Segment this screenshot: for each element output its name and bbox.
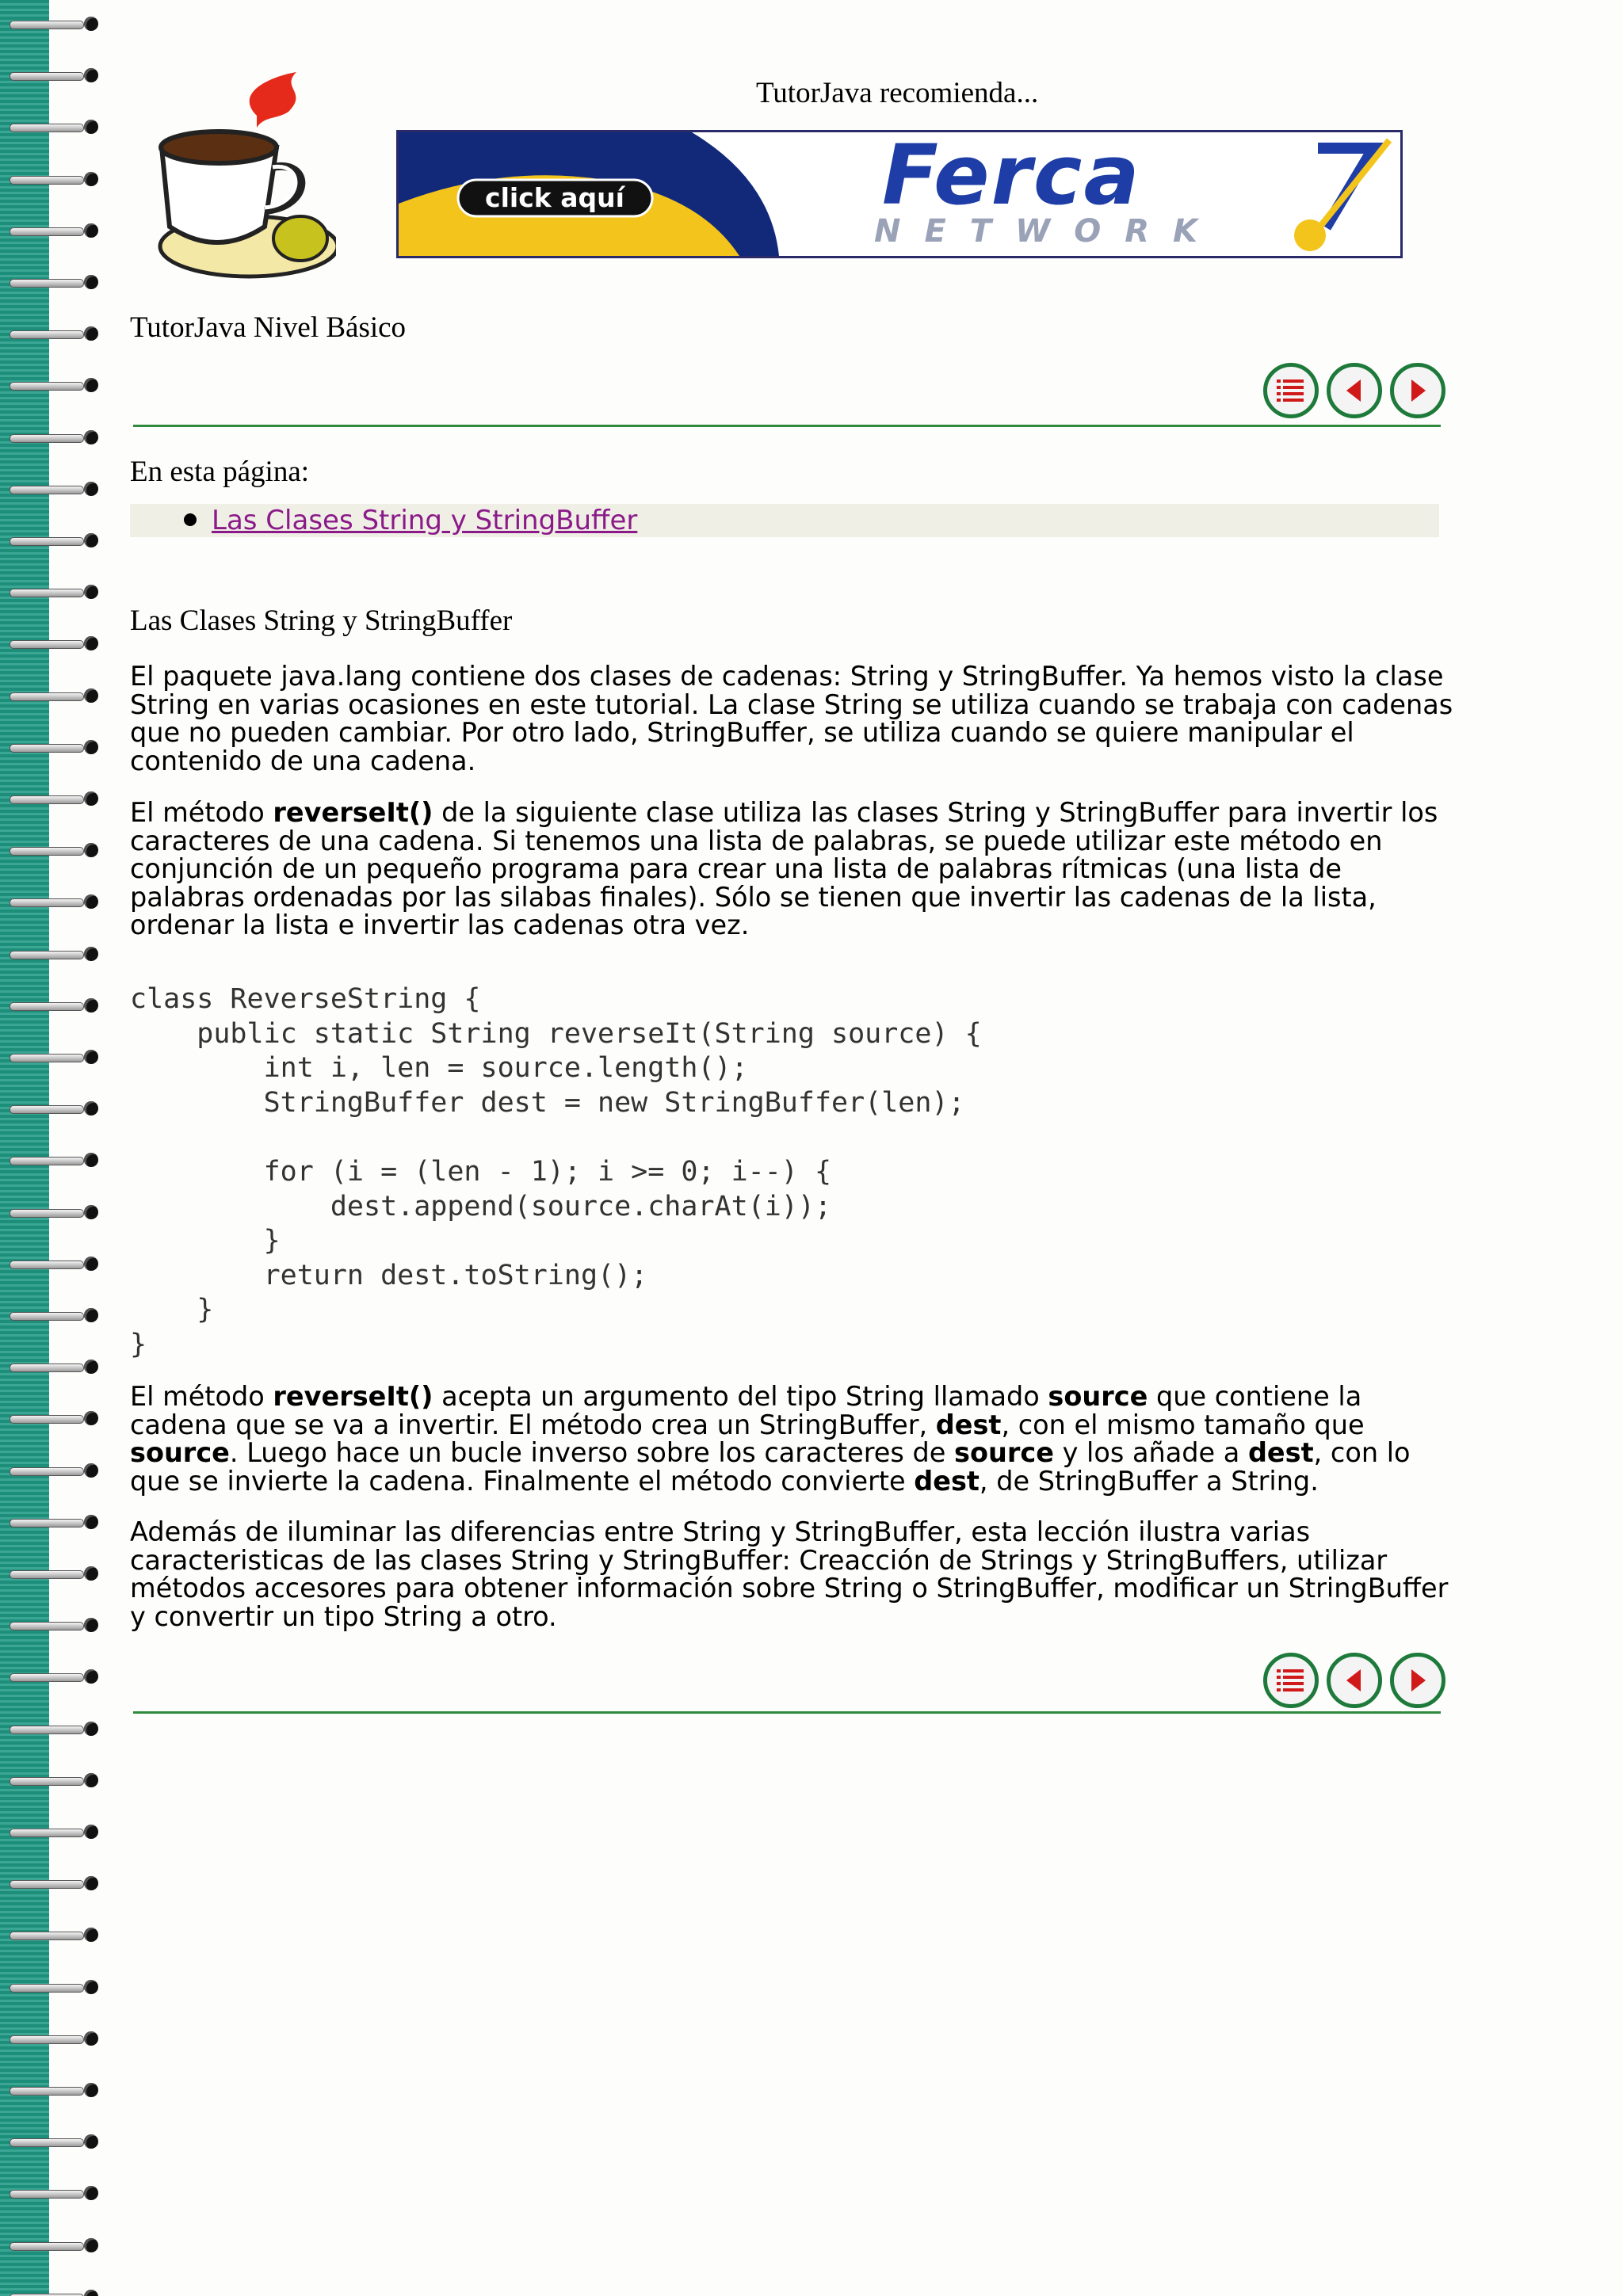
paragraph-intro: El paquete java.lang contiene dos clases de cadenas: String y StringBuffer. Ya hemos visto la clase String en varias ocasiones en este tutorial. La clase String se utiliza cuando se trabaja con cadenas que no pueden cambiar. Por otro lado, StringBuffer, se utiliza cuando se quiere manipular el contenido de una cadena. xyxy=(130,661,1453,776)
binding-ring xyxy=(5,13,100,36)
list-icon xyxy=(1275,1665,1307,1696)
text: El método xyxy=(130,797,273,828)
toc-list xyxy=(130,504,1439,537)
index-button[interactable] xyxy=(1263,1653,1319,1708)
binding-ring xyxy=(5,2130,100,2154)
binding-ring xyxy=(5,2027,100,2051)
binding-ring xyxy=(5,529,100,553)
var-name: dest xyxy=(935,1409,1002,1440)
spiral-binding xyxy=(0,0,111,2296)
arrow-left-icon xyxy=(1340,1666,1369,1695)
binding-ring xyxy=(5,1614,100,1638)
binding-ring xyxy=(5,1097,100,1121)
binding-ring xyxy=(5,2079,100,2103)
nav-bottom xyxy=(1263,1653,1445,1708)
binding-ring xyxy=(5,943,100,967)
recommend-text: TutorJava recomienda... xyxy=(756,77,1039,109)
code-block: class ReverseString { public static String reverseIt(String source) { int i, len = source.length(); StringBuffer dest = new StringBuffer(len); for (i = (len - 1); i >= 0; i--) { dest.append(source.charAt(i)); } return dest.toString(); } } xyxy=(130,983,982,1360)
var-name: dest xyxy=(1247,1437,1314,1468)
binding-ring xyxy=(5,581,100,605)
binding-ring xyxy=(5,374,100,398)
binding-ring xyxy=(5,994,100,1018)
banner-brand: Ferca xyxy=(882,132,1141,223)
text: El método xyxy=(130,1381,273,1412)
index-button[interactable] xyxy=(1263,363,1319,418)
binding-ring xyxy=(5,478,100,502)
binding-ring xyxy=(5,1407,100,1431)
binding-ring xyxy=(5,736,100,760)
banner-cta[interactable]: click aquí xyxy=(485,182,624,213)
text: , con lo que se invierte la cadena. Finalmente el método convierte xyxy=(130,1437,1411,1497)
binding-ring xyxy=(5,271,100,295)
list-icon xyxy=(1275,375,1307,406)
arrow-right-icon xyxy=(1403,1666,1432,1695)
param-name: source xyxy=(954,1437,1054,1468)
text: y los añade a xyxy=(1053,1437,1248,1468)
binding-ring xyxy=(5,1665,100,1689)
binding-ring xyxy=(5,1253,100,1276)
bullet-icon xyxy=(184,513,197,526)
method-name: reverseIt() xyxy=(273,1381,433,1412)
text: acepta un argumento del tipo String llamado xyxy=(433,1381,1048,1412)
binding-ring xyxy=(5,2182,100,2206)
arrow-left-icon xyxy=(1340,376,1369,405)
var-name: dest xyxy=(914,1465,980,1497)
next-button[interactable] xyxy=(1390,1653,1445,1708)
binding-ring xyxy=(5,1924,100,1947)
binding-ring xyxy=(5,426,100,450)
paragraph-explanation xyxy=(130,1383,1461,1495)
binding-ring xyxy=(5,1511,100,1535)
method-name: reverseIt() xyxy=(273,797,433,828)
text: , con el mismo tamaño que xyxy=(1001,1409,1365,1440)
coffee-cup-logo xyxy=(138,68,336,282)
binding-ring xyxy=(5,64,100,88)
binding-ring xyxy=(5,2286,100,2296)
binding-ring xyxy=(5,1718,100,1741)
binding-ring xyxy=(5,1201,100,1225)
paragraph-summary: Además de iluminar las diferencias entre String y StringBuffer, esta lección ilustra varias caracteristicas de las clases String y StringBuffer: Creacción de Strings y StringBuffers, utilizar métodos accesores para obtener información sobre String o StringBuffer, modificar un StringBuffer y convertir un tipo String a otro. xyxy=(130,1516,1449,1632)
text: de la siguiente clase utiliza las clases String y StringBuffer para invertir los caracteres de una cadena. Si tenemos una lista de palabras, se puede utilizar este método en conjunción de un pequeño programa para crear una lista de palabras rítmicas (una lista de palabras ordenadas por las silabas finales). Sólo se tienen que invertir las cadenas de la lista, ordenar la lista e invertir las cadenas otra vez. xyxy=(130,797,1438,940)
binding-ring xyxy=(5,1562,100,1586)
binding-ring xyxy=(5,1821,100,1844)
binding-ring xyxy=(5,1976,100,2000)
binding-ring xyxy=(5,1046,100,1070)
prev-button[interactable] xyxy=(1327,363,1382,418)
binding-ring xyxy=(5,1459,100,1483)
text: . Luego hace un bucle inverso sobre los caracteres de xyxy=(229,1437,955,1468)
text: , de StringBuffer a String. xyxy=(979,1465,1319,1497)
banner-brand-sub: NETWORK xyxy=(874,213,1222,250)
divider-top xyxy=(133,425,1441,427)
text: que contiene la cadena que se va a invertir. El método crea un StringBuffer, xyxy=(130,1381,1362,1440)
binding-ring xyxy=(5,891,100,914)
section-title: Las Clases String y StringBuffer xyxy=(130,605,513,637)
binding-ring xyxy=(5,116,100,139)
toc-link-string-classes[interactable]: Las Clases String y StringBuffer xyxy=(212,505,638,536)
arrow-right-icon xyxy=(1403,376,1432,405)
binding-ring xyxy=(5,322,100,346)
param-name: source xyxy=(1048,1381,1148,1412)
binding-ring xyxy=(5,632,100,656)
paragraph-reverseit xyxy=(130,799,1461,940)
binding-ring xyxy=(5,839,100,863)
binding-ring xyxy=(5,685,100,708)
binding-ring xyxy=(5,1356,100,1379)
level-title: TutorJava Nivel Básico xyxy=(130,311,407,344)
nav-top xyxy=(1263,363,1445,418)
prev-button[interactable] xyxy=(1327,1653,1382,1708)
param-name: source xyxy=(130,1437,230,1468)
binding-ring xyxy=(5,1872,100,1896)
binding-ring xyxy=(5,168,100,192)
ferca-banner[interactable] xyxy=(396,130,1403,258)
divider-bottom xyxy=(133,1711,1441,1714)
on-page-label: En esta página: xyxy=(130,456,310,488)
binding-ring xyxy=(5,2234,100,2258)
binding-ring xyxy=(5,1149,100,1173)
binding-ring xyxy=(5,219,100,243)
binding-ring xyxy=(5,1304,100,1328)
next-button[interactable] xyxy=(1390,363,1445,418)
binding-ring xyxy=(5,788,100,811)
binding-ring xyxy=(5,1769,100,1793)
